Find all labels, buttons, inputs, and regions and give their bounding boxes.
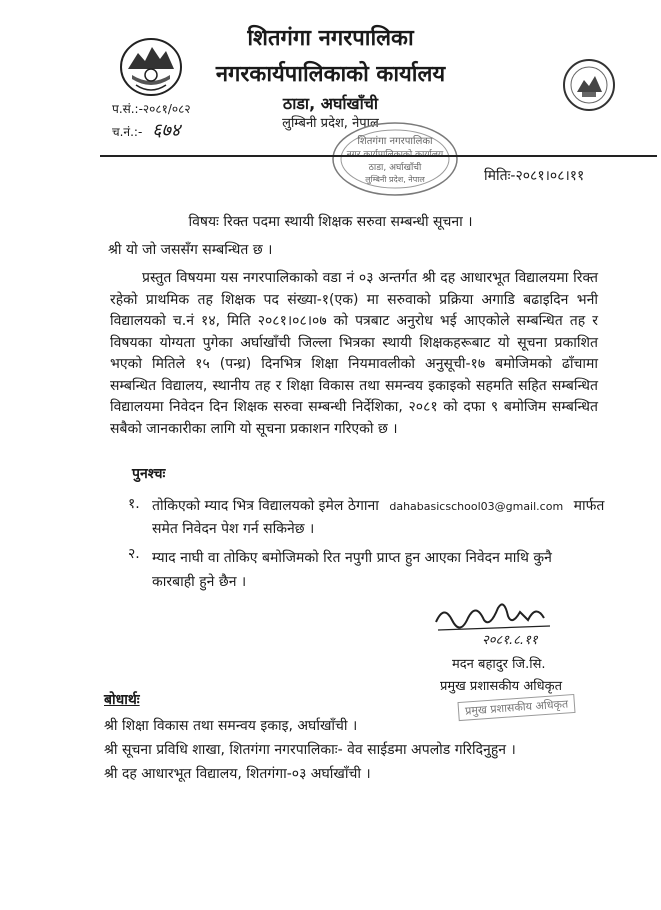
header-divider <box>100 155 657 157</box>
office-stamp <box>330 120 460 198</box>
designation-stamp: प्रमुख प्रशासकीय अधिकृत <box>457 694 575 721</box>
signatory-designation: प्रमुख प्रशासकीय अधिकृत <box>440 679 563 694</box>
punashcha-item-2-number: २. <box>128 546 140 562</box>
cc-item-2: श्री सूचना प्रविधि शाखा, शितगंगा नगरपालिकाः- वेव साईडमा अपलोड गरिदिनुहुन । <box>104 742 516 758</box>
body-paragraph: प्रस्तुत विषयमा यस नगरपालिकाको वडा नं ०३ अन्तर्गत श्री दह आधारभूत विद्यालयमा रिक्त रहेको प्राथमिक तह शिक्षक पद संख्या-१(एक) मा सरुवाको प्रक्रिया अगाडि बढाइदिन भनी विद्यालयको च.नं १४, मिति २०८१।०८।०७ को पत्रबाट अनुरोध भई आएकोले सम्बन्धित तह र विषयका योग्यता पुगेका अर्घाखाँची जिल्ला भित्रका स्थायी शिक्षकहरूबाट यो सूचना प्रकाशित भएको मितिले १५ (पन्ध्र) दिनभित्र शिक्षा नियमावलीको अनुसूची-१७ बमोजिमको ढाँचामा सम्बन्धित विद्यालय, स्थानीय तह र शिक्षा विकास तथा समन्वय इकाइको सहमति सहित सम्बन्धित विद्यालयमा निवेदन दिन शिक्षक सरुवा सम्बन्धी निर्देशिका, २०८१ को दफा ९ बमोजिम सम्बन्धित सबैको जानकारीका लागि यो सूचना प्रकाशन गरिएको छ । <box>110 270 598 437</box>
punashcha-item-1-number: १. <box>128 496 140 512</box>
stamp-line-2 <box>347 148 444 160</box>
chalani-number <box>112 118 180 142</box>
stamp-line-1: शितगंगा नगरपालिका <box>357 136 433 147</box>
item-1-tail: मार्फत <box>573 498 605 514</box>
chalani-handwritten: ६७४ <box>152 120 181 141</box>
stamp-line-3: ठाडा, अर्घाखाँची <box>368 163 422 173</box>
address-line: ठाडा, अर्घाखाँची <box>282 94 379 113</box>
office-name: नगरकार्यपालिकाको कार्यालय <box>215 62 446 87</box>
punashcha-item-1 <box>152 496 612 515</box>
cc-item-1: श्री शिक्षा विकास तथा समन्वय इकाइ, अर्घाखाँची । <box>104 718 358 734</box>
school-email: dahabasicschool03@gmail.com <box>389 500 564 513</box>
chalani-label: च.नं.:- <box>112 125 143 139</box>
cc-item-3: श्री दह आधारभूत विद्यालय, शितगंगा-०३ अर्घाखाँची । <box>104 766 371 782</box>
province-line: लुम्बिनी प्रदेश, नेपाल <box>282 116 379 131</box>
salutation: श्री यो जो जससँग सम्बन्धित छ । <box>108 242 273 258</box>
stamp-line-4: लुम्बिनी प्रदेश, नेपाल <box>365 175 425 184</box>
letter-date: मितिः-२०८१।०८।११ <box>484 168 585 184</box>
org-name: शितगंगा नगरपालिका <box>247 26 414 51</box>
punashcha-item-2-line2: कारबाही हुने छैन । <box>152 574 247 590</box>
punashcha-item-1-line2: समेत निवेदन पेश गर्न सकिनेछ । <box>152 521 315 537</box>
item-1-text: तोकिएको म्याद भित्र विद्यालयको इमेल ठेगाना <box>152 498 379 514</box>
signatory-name: मदन बहादुर जि.सि. <box>452 657 546 672</box>
signature-date: २०८१.८.११ <box>482 633 538 648</box>
subject-line: विषयः रिक्त पदमा स्थायी शिक्षक सरुवा सम्बन्धी सूचना । <box>188 214 473 230</box>
patra-sankhya: प.सं.:-२०८१/०८२ <box>112 102 191 116</box>
punashcha-item-2: म्याद नाघी वा तोकिए बमोजिमको रित नपुगी प्राप्त हुन आएका निवेदन माथि कुनै <box>152 550 552 566</box>
punashcha-label: पुनश्चः <box>132 466 166 482</box>
cc-title: बोधार्थः <box>104 692 140 708</box>
